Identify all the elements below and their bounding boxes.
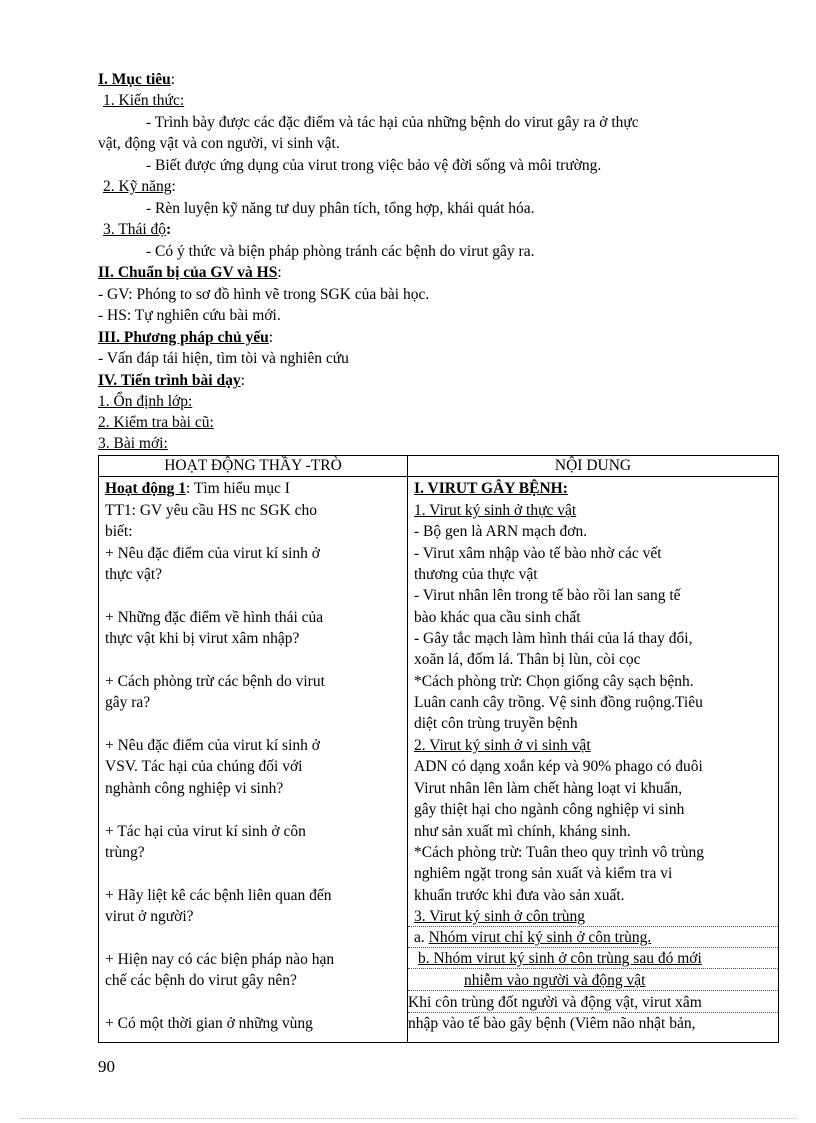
preparation-gv: - GV: Phóng to sơ đồ hình vẽ trong SGK của bài học. — [98, 286, 430, 303]
activity-line: + Tác hại của virut kí sinh ở côn — [105, 823, 306, 840]
content-subheading: 1. Virut ký sinh ở thực vật — [414, 502, 577, 519]
procedure-step: 1. Ổn định lớp: — [98, 393, 193, 410]
content-line: khuẩn trước khi đưa vào sản xuất. — [414, 887, 625, 904]
activities-column — [99, 477, 408, 1043]
activity-line: TT1: GV yêu cầu HS nc SGK cho — [105, 502, 317, 519]
knowledge-line: vật, động vật và con người, vi sinh vật. — [98, 135, 340, 152]
knowledge-label: 1. Kiến thức: — [103, 92, 185, 109]
content-line: nhập vào tế bào gây bệnh (Viêm não nhật bản, — [408, 1015, 696, 1032]
activity-line: + Có một thời gian ở những vùng — [105, 1015, 313, 1032]
skills-label: 2. Kỹ năng: — [103, 178, 176, 195]
procedure-heading: IV. Tiến trình bài dạy: — [98, 372, 245, 389]
content-line: bào khác qua cầu sinh chất — [414, 609, 581, 626]
dotted-rule — [408, 1012, 778, 1013]
content-line: Luân canh cây trồng. Vệ sinh đồng ruộng.Tiêu — [414, 694, 703, 711]
content-line: *Cách phòng trừ: Chọn giống cây sạch bệnh. — [414, 673, 694, 690]
activity-line: nghành công nghiệp vi sinh? — [105, 780, 284, 797]
skills-line: - Rèn luyện kỹ năng tư duy phân tích, tổng hợp, khái quát hóa. — [146, 200, 535, 217]
activity-line: + Hãy liệt kê các bệnh liên quan đến — [105, 887, 332, 904]
dotted-rule — [408, 947, 778, 948]
content-subgroup-b: nhiễm vào người và động vật — [464, 972, 646, 989]
activity-line: thực vật khi bị virut xâm nhập? — [105, 630, 300, 647]
content-line: *Cách phòng trừ: Tuân theo quy trình vô trùng — [414, 844, 704, 861]
activity-line: + Cách phòng trừ các bệnh do virut — [105, 673, 325, 690]
content-subgroup-a: a. Nhóm virut chỉ ký sinh ở côn trùng. — [414, 929, 652, 946]
procedure-step: 3. Bài mới: — [98, 435, 168, 452]
content-line: Virut nhân lên làm chết hàng loạt vi khuẩn, — [414, 780, 683, 797]
content-line: Khi côn trùng đốt người và động vật, virut xâm — [408, 994, 702, 1011]
dotted-rule — [408, 926, 778, 927]
content-subheading: 2. Virut ký sinh ở vi sinh vật — [414, 737, 591, 754]
content-line: - Gây tắc mạch làm hình thái của lá thay đổi, — [414, 630, 693, 647]
content-line: thương của thực vật — [414, 566, 538, 583]
content-column — [408, 477, 779, 1043]
method-heading: III. Phương pháp chủ yếu: — [98, 329, 274, 346]
objectives-heading: I. Mục tiêu: — [98, 71, 176, 88]
attitude-line: - Có ý thức và biện pháp phòng tránh các bệnh do virut gây ra. — [146, 243, 535, 260]
attitude-label: 3. Thái độ: — [103, 221, 172, 238]
content-subgroup-b: b. Nhóm virut ký sinh ở côn trùng sau đó mới — [418, 950, 702, 967]
content-line: - Virut nhân lên trong tế bào rồi lan sang tế — [414, 587, 681, 604]
activity-line: + Nêu đặc điểm của virut kí sinh ở — [105, 545, 320, 562]
activity-line: virut ở người? — [105, 908, 194, 925]
activity-line: biết: — [105, 523, 133, 540]
table-header-activities: HOẠT ĐỘNG THẦY -TRÒ — [99, 456, 408, 477]
content-line: - Bộ gen là ARN mạch đơn. — [414, 523, 588, 540]
content-line: gây thiệt hại cho ngành công nghiệp vi sinh — [414, 801, 685, 818]
content-line: nghiêm ngặt trong sản xuất và kiểm tra vi — [414, 865, 673, 882]
activity-line: VSV. Tác hại của chúng đối với — [105, 758, 303, 775]
activity-line: gây ra? — [105, 694, 151, 711]
content-line: ADN có dạng xoắn kép và 90% phago có đuôi — [414, 758, 703, 775]
table-header-content: NỘI DUNG — [408, 456, 779, 477]
activity-title: Hoạt động 1: Tìm hiểu mục I — [105, 480, 290, 497]
dotted-rule — [408, 990, 778, 991]
preparation-heading: II. Chuẩn bị của GV và HS: — [98, 264, 282, 281]
activity-line: + Hiện nay có các biện pháp nào hạn — [105, 951, 335, 968]
content-line: như sản xuất mì chính, kháng sinh. — [414, 823, 631, 840]
activity-line: + Nêu đặc điểm của virut kí sinh ở — [105, 737, 320, 754]
activity-line: chế các bệnh do virut gây nên? — [105, 972, 297, 989]
dotted-rule — [408, 968, 778, 969]
content-subheading: 3. Virut ký sinh ở côn trùng — [414, 908, 586, 925]
content-line: diệt côn trùng truyền bệnh — [414, 715, 578, 732]
activity-line: trùng? — [105, 844, 145, 861]
activity-line: thực vật? — [105, 566, 163, 583]
content-line: xoăn lá, đốm lá. Thân bị lùn, còi cọc — [414, 651, 641, 668]
lesson-table — [98, 455, 779, 1043]
method-line: - Vấn đáp tái hiện, tìm tòi và nghiên cứu — [98, 350, 349, 367]
content-line: - Virut xâm nhập vào tế bào nhờ các vết — [414, 545, 662, 562]
activity-line: + Những đặc điểm về hình thái của — [105, 609, 324, 626]
preparation-hs: - HS: Tự nghiên cứu bài mới. — [98, 307, 281, 324]
procedure-step: 2. Kiểm tra bài cũ: — [98, 414, 214, 431]
content-title: I. VIRUT GÂY BỆNH: — [414, 480, 568, 497]
knowledge-line: - Biết được ứng dụng của virut trong việc bảo vệ đời sống và môi trường. — [146, 157, 602, 174]
page-number: 90 — [98, 1057, 115, 1076]
knowledge-line: - Trình bày được các đặc điểm và tác hại của những bệnh do virut gây ra ở thực — [146, 114, 639, 131]
footer-divider — [20, 1118, 796, 1119]
